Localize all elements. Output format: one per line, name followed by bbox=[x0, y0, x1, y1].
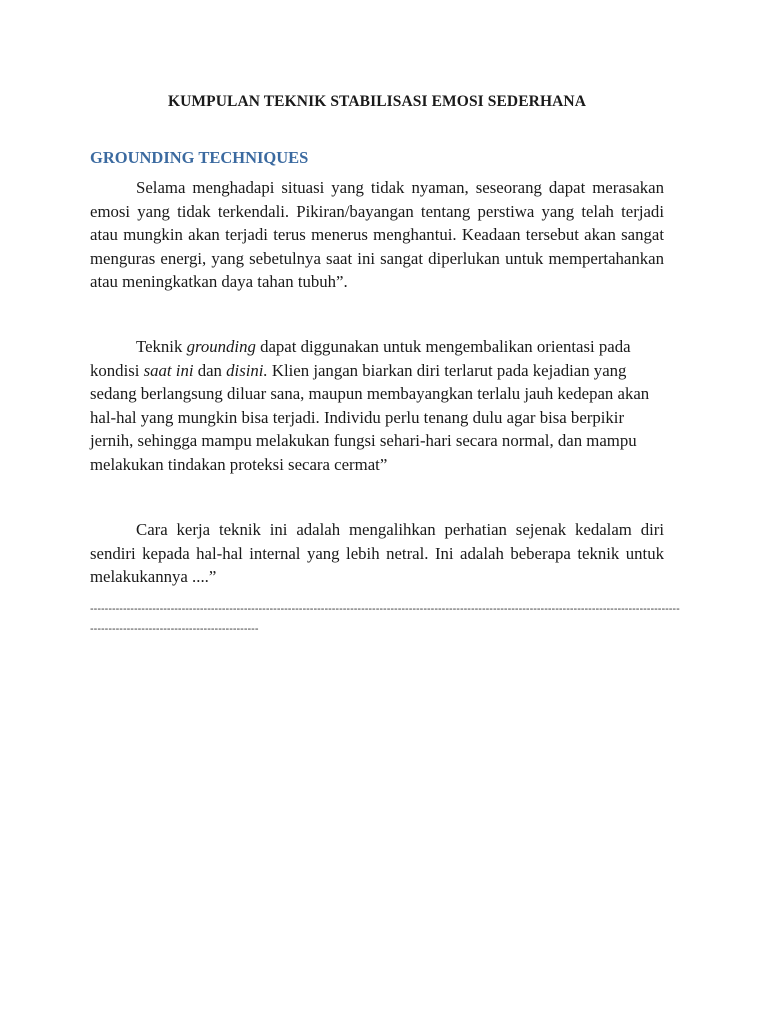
section-heading: GROUNDING TECHNIQUES bbox=[90, 148, 309, 167]
paragraph-grounding bbox=[90, 335, 664, 477]
paragraph-method bbox=[90, 518, 664, 589]
paragraph-method-text: Cara kerja teknik ini adalah mengalihkan perhatian sejenak kedalam diri sendiri kepada hal-hal internal yang lebih netral. Ini adalah beberapa teknik untuk melakukannya ....” bbox=[90, 520, 664, 587]
italic-term: saat ini bbox=[143, 360, 194, 380]
paragraph-text: dan bbox=[193, 360, 227, 380]
document-title: KUMPULAN TEKNIK STABILISASI EMOSI SEDERHANA bbox=[167, 93, 586, 110]
paragraph-text: dapat diggunakan untuk mengembalikan orientasi pada kondisi bbox=[90, 337, 631, 380]
paragraph-intro bbox=[90, 176, 664, 294]
paragraph-text: Teknik bbox=[136, 337, 187, 356]
paragraph-text: Klien jangan biarkan diri terlarut pada kejadian yang sedang berlangsung diluar sana, maupun membayangkan terlalu jauh kedepan akan hal-hal yang mungkin bisa terjadi. Individu perlu tenang dulu agar bisa berpikir jernih, sehingga mampu melakukan fungsi sehari-hari secara normal, dan mampu melakukan tindakan proteksi secara cermat” bbox=[90, 360, 650, 474]
dashed-divider: --------------------------------------------------------------------------------------------------------------------------------------------------------------------------------------------------------------- bbox=[90, 603, 680, 635]
paragraph-intro-text: Selama menghadapi situasi yang tidak nyaman, seseorang dapat merasakan emosi yang tidak terkendali. Pikiran/bayangan tentang perstiwa yang telah terjadi atau mungkin akan terjadi terus menerus menghantui. Keadaan tersebut akan sangat menguras energi, yang sebetulnya saat ini sangat diperlukan untuk mempertahankan atau meningkatkan daya tahan tubuh”. bbox=[90, 178, 664, 292]
italic-term: grounding bbox=[186, 337, 256, 356]
italic-term: disini. bbox=[226, 360, 268, 380]
